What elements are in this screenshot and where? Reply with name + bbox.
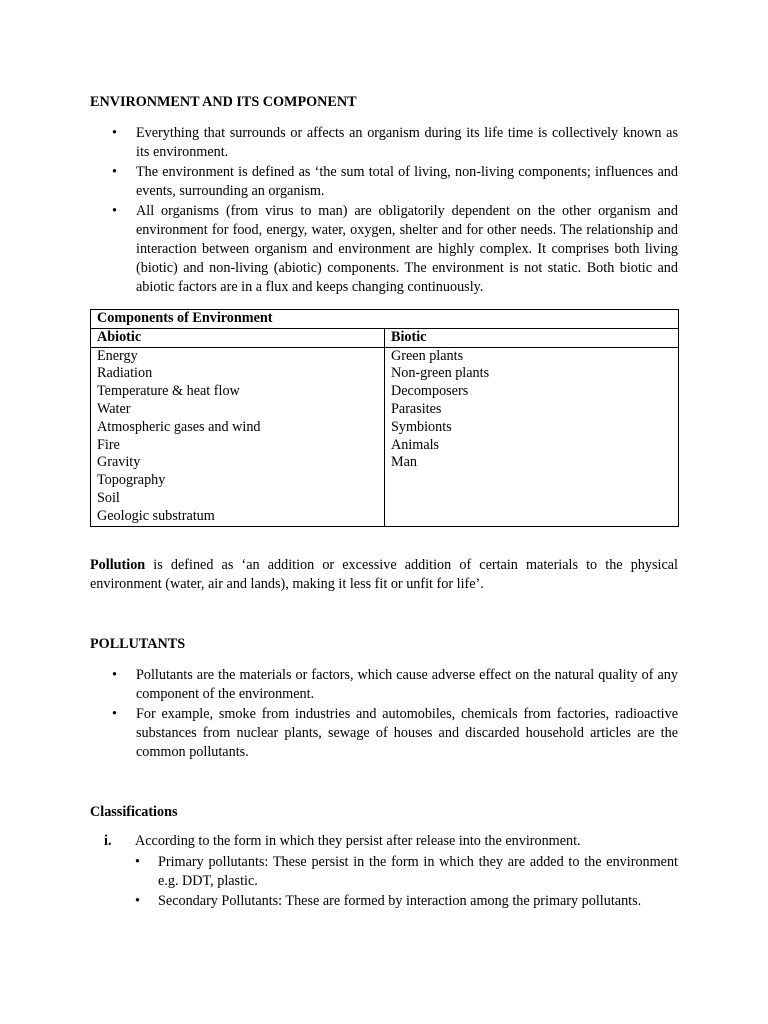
abiotic-item: Radiation xyxy=(97,365,153,382)
abiotic-item: Fire xyxy=(97,436,120,453)
pollutants-bullet-list xyxy=(90,666,678,763)
abiotic-item: Gravity xyxy=(97,454,141,471)
classification-number: i. xyxy=(104,833,112,849)
table-title: Components of Environment xyxy=(91,310,679,329)
section-heading-pollutants: POLLUTANTS xyxy=(90,636,186,652)
pollution-definition-text: is defined as ‘an addition or excessive addition of certain materials to the physical environment (water, air and lands), making it less fit or unfit for life’. xyxy=(90,557,678,592)
environment-bullet-list xyxy=(90,124,678,298)
bullet-item: • All organisms (from virus to man) are obligatorily dependent on the other organism and environment for food, energy, water, oxygen, shelter and for other needs. The relationship and interaction between organism and environment are highly complex. It comprises both living (biotic) and non-living (abiotic) components. The environment is not static. Both biotic and abiotic factors are in a flux and keeps changing continuously. xyxy=(90,202,678,297)
biotic-header: Biotic xyxy=(385,328,679,347)
biotic-item: Man xyxy=(391,454,418,471)
biotic-item: Animals xyxy=(391,436,440,453)
components-table xyxy=(90,309,679,527)
bullet-item: • Everything that surrounds or affects an organism during its life time is collectively known as its environment. xyxy=(90,124,678,162)
abiotic-item: Atmospheric gases and wind xyxy=(97,418,261,435)
abiotic-item: Energy xyxy=(97,347,138,364)
abiotic-item: Water xyxy=(97,400,131,417)
sub-bullet-item: • Secondary Pollutants: These are formed by interaction among the primary pollutants. xyxy=(135,892,678,911)
abiotic-item: Soil xyxy=(97,489,120,506)
biotic-list xyxy=(385,347,679,526)
abiotic-item: Geologic substratum xyxy=(97,507,215,524)
section-heading-environment: ENVIRONMENT AND ITS COMPONENT xyxy=(90,94,357,110)
biotic-item: Green plants xyxy=(391,347,464,364)
classifications-heading: Classifications xyxy=(90,804,178,820)
abiotic-header: Abiotic xyxy=(91,328,385,347)
pollution-definition xyxy=(90,556,678,594)
biotic-item: Symbionts xyxy=(391,418,452,435)
sub-bullet-item: • Primary pollutants: These persist in the form in which they are added to the environment e.g. DDT, plastic. xyxy=(135,853,678,891)
classification-item-text: According to the form in which they persist after release into the environment. xyxy=(135,833,581,849)
abiotic-item: Temperature & heat flow xyxy=(97,383,240,400)
abiotic-item: Topography xyxy=(97,472,166,489)
pollution-term: Pollution xyxy=(90,557,146,573)
abiotic-list xyxy=(91,347,385,526)
bullet-item: • For example, smoke from industries and automobiles, chemicals from factories, radioactive substances from nuclear plants, sewage of houses and discarded household articles are the common pollutants. xyxy=(90,705,678,762)
bullet-item: • Pollutants are the materials or factors, which cause adverse effect on the natural quality of any component of the environment. xyxy=(90,666,678,704)
bullet-item: • The environment is defined as ‘the sum total of living, non-living components; influences and events, surrounding an organism. xyxy=(90,163,678,201)
classification-sub-list xyxy=(135,853,678,912)
biotic-item: Parasites xyxy=(391,400,442,417)
biotic-item: Decomposers xyxy=(391,383,469,400)
biotic-item: Non-green plants xyxy=(391,365,490,382)
